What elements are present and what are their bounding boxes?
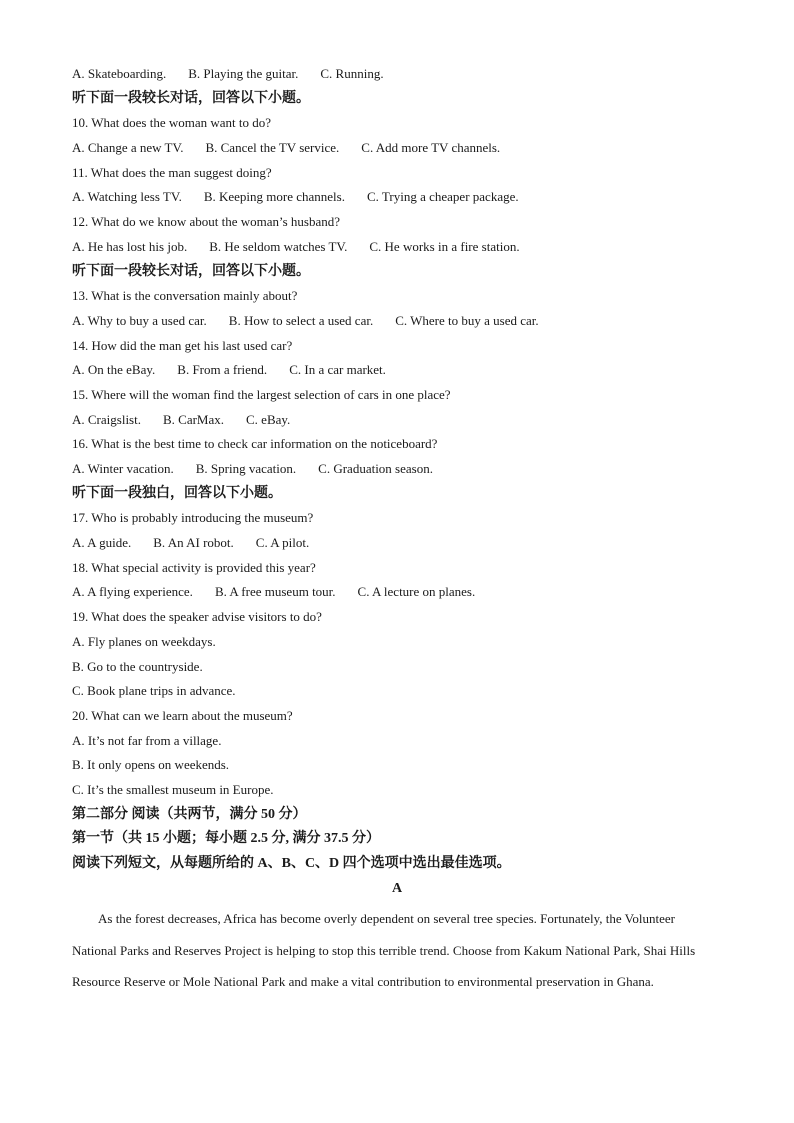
question-list: [72, 62, 722, 877]
answer-option: B. CarMax.: [162, 411, 225, 427]
answer-options: [72, 408, 722, 433]
question-text: 12. What do we know about the woman’s husband?: [72, 214, 341, 230]
question-text: C. It’s the smallest museum in Europe.: [72, 781, 274, 797]
question-text: 13. What is the conversation mainly about?: [72, 288, 298, 304]
answer-option: A. Change a new TV.: [72, 140, 184, 156]
answer-option: A. Why to buy a used car.: [72, 312, 207, 328]
section-heading: 第二部分 阅读（共两节，满分 50 分）: [72, 806, 307, 822]
answer-options: [72, 185, 722, 210]
question-text: 17. Who is probably introducing the museum?: [72, 510, 314, 526]
question-text: B. Go to the countryside.: [72, 658, 203, 674]
answer-option: B. Cancel the TV service.: [205, 140, 340, 156]
answer-option: B. An AI robot.: [153, 535, 234, 551]
answer-options: [72, 531, 722, 556]
answer-option: B. He seldom watches TV.: [209, 238, 348, 254]
question-text: 15. Where will the woman find the largest selection of cars in one place?: [72, 386, 451, 402]
answer-option: B. Spring vacation.: [195, 461, 297, 476]
answer-option: A. A guide.: [72, 535, 132, 551]
answer-option: B. A free museum tour.: [214, 584, 336, 600]
answer-option: C. He works in a fire station.: [369, 238, 520, 254]
reading-passage: As the forest decreases, Africa has become overly dependent on several tree species. Fortunately, the Volunteer National Parks and Reserves Project is helping to stop this terrible trend. Choose from Kakum National Park, Shai Hills Resource Reserve or Mole National Park and make a vital contribution to environmental preservation in Ghana.: [72, 911, 696, 990]
answer-options: [72, 309, 722, 334]
answer-option: A. Skateboarding.: [72, 66, 167, 81]
question-text: 19. What does the speaker advise visitors to do?: [72, 609, 322, 625]
answer-option: B. Playing the guitar.: [188, 66, 299, 81]
answer-option: B. From a friend.: [177, 362, 268, 378]
answer-option: C. A pilot.: [255, 535, 310, 551]
answer-option: B. How to select a used car.: [228, 312, 374, 328]
question-text: 11. What does the man suggest doing?: [72, 164, 272, 180]
answer-option: B. Keeping more channels.: [203, 189, 345, 205]
question-text: 20. What can we learn about the museum?: [72, 707, 293, 723]
answer-option: C. Trying a cheaper package.: [366, 189, 519, 205]
answer-option: A. Craigslist.: [72, 411, 141, 427]
answer-option: C. Running.: [320, 66, 384, 81]
answer-option: C. eBay.: [246, 411, 291, 427]
question-text: A. Fly planes on weekdays.: [72, 633, 216, 649]
answer-options: [72, 457, 722, 482]
answer-options: [72, 235, 722, 260]
section-heading: 听下面一段独白，回答以下小题。: [72, 485, 282, 501]
question-text: C. Book plane trips in advance.: [72, 683, 236, 699]
answer-options: [72, 580, 722, 605]
answer-options: [72, 136, 722, 161]
section-heading: 听下面一段较长对话，回答以下小题。: [72, 90, 310, 106]
exam-page: [72, 62, 722, 998]
question-text: A. It’s not far from a village.: [72, 732, 222, 748]
answer-option: A. On the eBay.: [72, 362, 156, 378]
question-text: B. It only opens on weekends.: [72, 757, 230, 773]
answer-option: A. A flying experience.: [72, 584, 193, 600]
answer-option: C. Graduation season.: [318, 461, 433, 476]
section-heading: 第一节（共 15 小题；每小题 2.5 分, 满分 37.5 分）: [72, 831, 380, 847]
answer-option: A. He has lost his job.: [72, 238, 188, 254]
section-letter: A: [391, 880, 403, 896]
section-heading: 听下面一段较长对话，回答以下小题。: [72, 263, 310, 279]
question-text: 16. What is the best time to check car information on the noticeboard?: [72, 436, 438, 452]
question-text: 14. How did the man get his last used car?: [72, 337, 293, 353]
answer-option: C. Add more TV channels.: [361, 140, 501, 156]
question-text: 10. What does the woman want to do?: [72, 115, 272, 131]
answer-option: C. A lecture on planes.: [357, 584, 476, 600]
answer-option: A. Watching less TV.: [72, 189, 182, 205]
question-text: 18. What special activity is provided this year?: [72, 559, 316, 575]
answer-option: C. In a car market.: [289, 362, 386, 378]
answer-option: A. Winter vacation.: [72, 461, 174, 476]
answer-option: C. Where to buy a used car.: [395, 312, 539, 328]
answer-options: [72, 358, 722, 383]
section-heading: 阅读下列短文，从每题所给的 A、B、C、D 四个选项中选出最佳选项。: [72, 856, 511, 871]
answer-options: [72, 62, 722, 87]
